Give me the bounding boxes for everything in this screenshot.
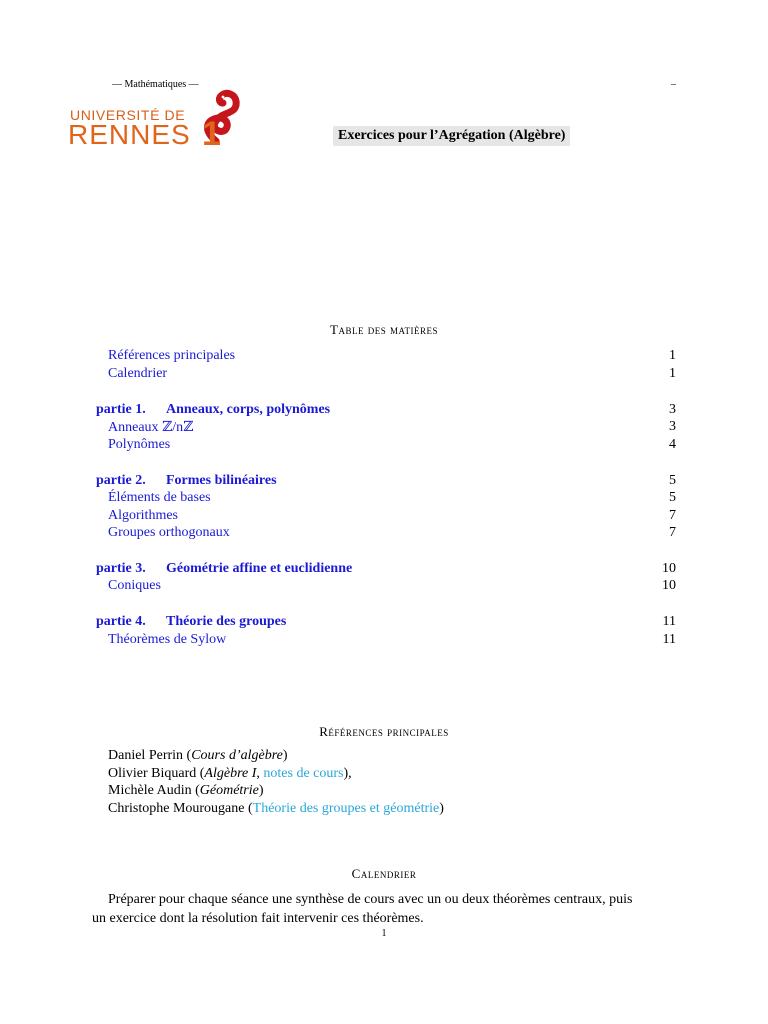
toc-entry[interactable] — [0, 437, 768, 455]
toc-part-label: Géométrie affine et euclidienne — [166, 561, 353, 576]
toc-entry[interactable] — [0, 348, 768, 366]
toc-entry[interactable] — [0, 419, 768, 437]
toc-entry-page: 4 — [669, 437, 676, 452]
toc-entry-page: 5 — [669, 490, 676, 505]
calendar-paragraph-line1: Préparer pour chaque séance une synthèse de cours avec un ou deux théorèmes centraux, puis — [108, 892, 633, 907]
toc-entry[interactable] — [0, 366, 768, 384]
reference-author: Christophe Mourougane ( — [108, 801, 253, 816]
toc-part-entry[interactable] — [0, 561, 768, 579]
toc-entry[interactable] — [0, 508, 768, 526]
toc-entry[interactable] — [0, 490, 768, 508]
toc-entry-label: Groupes orthogonaux — [108, 525, 230, 540]
document-title: Exercices pour l’Agrégation (Algèbre) — [333, 126, 570, 146]
reference-close: ), — [343, 766, 352, 781]
running-header-right: – — [671, 79, 676, 90]
reference-line — [108, 801, 444, 817]
toc-entry-label: Théorèmes de Sylow — [108, 632, 227, 647]
toc-entry-page: 3 — [669, 402, 676, 417]
toc-part-number: partie 3. — [96, 561, 146, 576]
toc-entry-page: 10 — [662, 578, 676, 593]
toc-entry-label: Calendrier — [108, 366, 168, 381]
reference-close: ) — [282, 748, 288, 763]
reference-close: ) — [258, 783, 264, 798]
toc-part-number: partie 1. — [96, 402, 146, 417]
toc-entry-page: 7 — [669, 525, 676, 540]
reference-line — [108, 766, 352, 782]
toc-entry-label: Coniques — [108, 578, 161, 593]
toc-entry-page: 11 — [662, 632, 676, 647]
reference-author: Daniel Perrin ( — [108, 748, 192, 763]
references-title: Références principales — [319, 724, 449, 739]
logo-number: 1 — [202, 115, 221, 153]
reference-author: Michèle Audin ( — [108, 783, 200, 798]
reference-work: Cours d’algèbre — [191, 748, 283, 763]
reference-close: ) — [439, 801, 444, 816]
toc-entry-page: 1 — [669, 366, 676, 381]
toc-part-entry[interactable] — [0, 473, 768, 491]
reference-line — [108, 783, 264, 799]
toc-entry-page: 10 — [662, 561, 676, 576]
toc-part-label: Théorie des groupes — [166, 614, 287, 629]
reference-link[interactable]: notes de cours — [263, 766, 344, 781]
toc-entry[interactable] — [0, 632, 768, 650]
reference-work: Géométrie — [199, 783, 259, 798]
toc-entry-label: Polynômes — [108, 437, 171, 452]
reference-author: Olivier Biquard ( — [108, 766, 205, 781]
toc-entry-label: Anneaux ℤ/nℤ — [108, 420, 194, 435]
logo-line2: RENNES — [68, 119, 191, 150]
toc-entry-page: 1 — [669, 348, 676, 363]
toc-entry-label: Références principales — [108, 348, 236, 363]
calendar-paragraph-line2: un exercice dont la résolution fait intervenir ces théorèmes. — [92, 911, 424, 926]
page-number: 1 — [381, 928, 387, 939]
toc-part-number: partie 4. — [96, 614, 146, 629]
reference-separator: , — [256, 766, 264, 781]
toc-part-label: Anneaux, corps, polynômes — [166, 402, 331, 417]
running-header-left: — Mathématiques — — [112, 79, 199, 90]
reference-link[interactable]: Théorie des groupes et géométrie — [252, 801, 440, 816]
toc-entry-page: 3 — [669, 419, 676, 434]
toc-entry-page: 7 — [669, 508, 676, 523]
calendar-title: Calendrier — [351, 866, 417, 881]
toc-entry[interactable] — [0, 578, 768, 596]
logo-line1: UNIVERSITÉ DE — [70, 107, 186, 123]
toc-entry-label: Éléments de bases — [108, 490, 211, 505]
reference-line — [108, 748, 288, 764]
toc-part-entry[interactable] — [0, 402, 768, 420]
toc-part-label: Formes bilinéaires — [166, 473, 277, 488]
university-logo — [66, 89, 236, 151]
toc-entry-page: 5 — [669, 473, 676, 488]
toc-entry[interactable] — [0, 525, 768, 543]
toc-entry-label: Algorithmes — [108, 508, 178, 523]
toc-part-number: partie 2. — [96, 473, 146, 488]
reference-work: Algèbre I — [204, 766, 257, 781]
toc-entry-page: 11 — [662, 614, 676, 629]
toc-part-entry[interactable] — [0, 614, 768, 632]
toc-title: Table des matières — [330, 322, 438, 337]
